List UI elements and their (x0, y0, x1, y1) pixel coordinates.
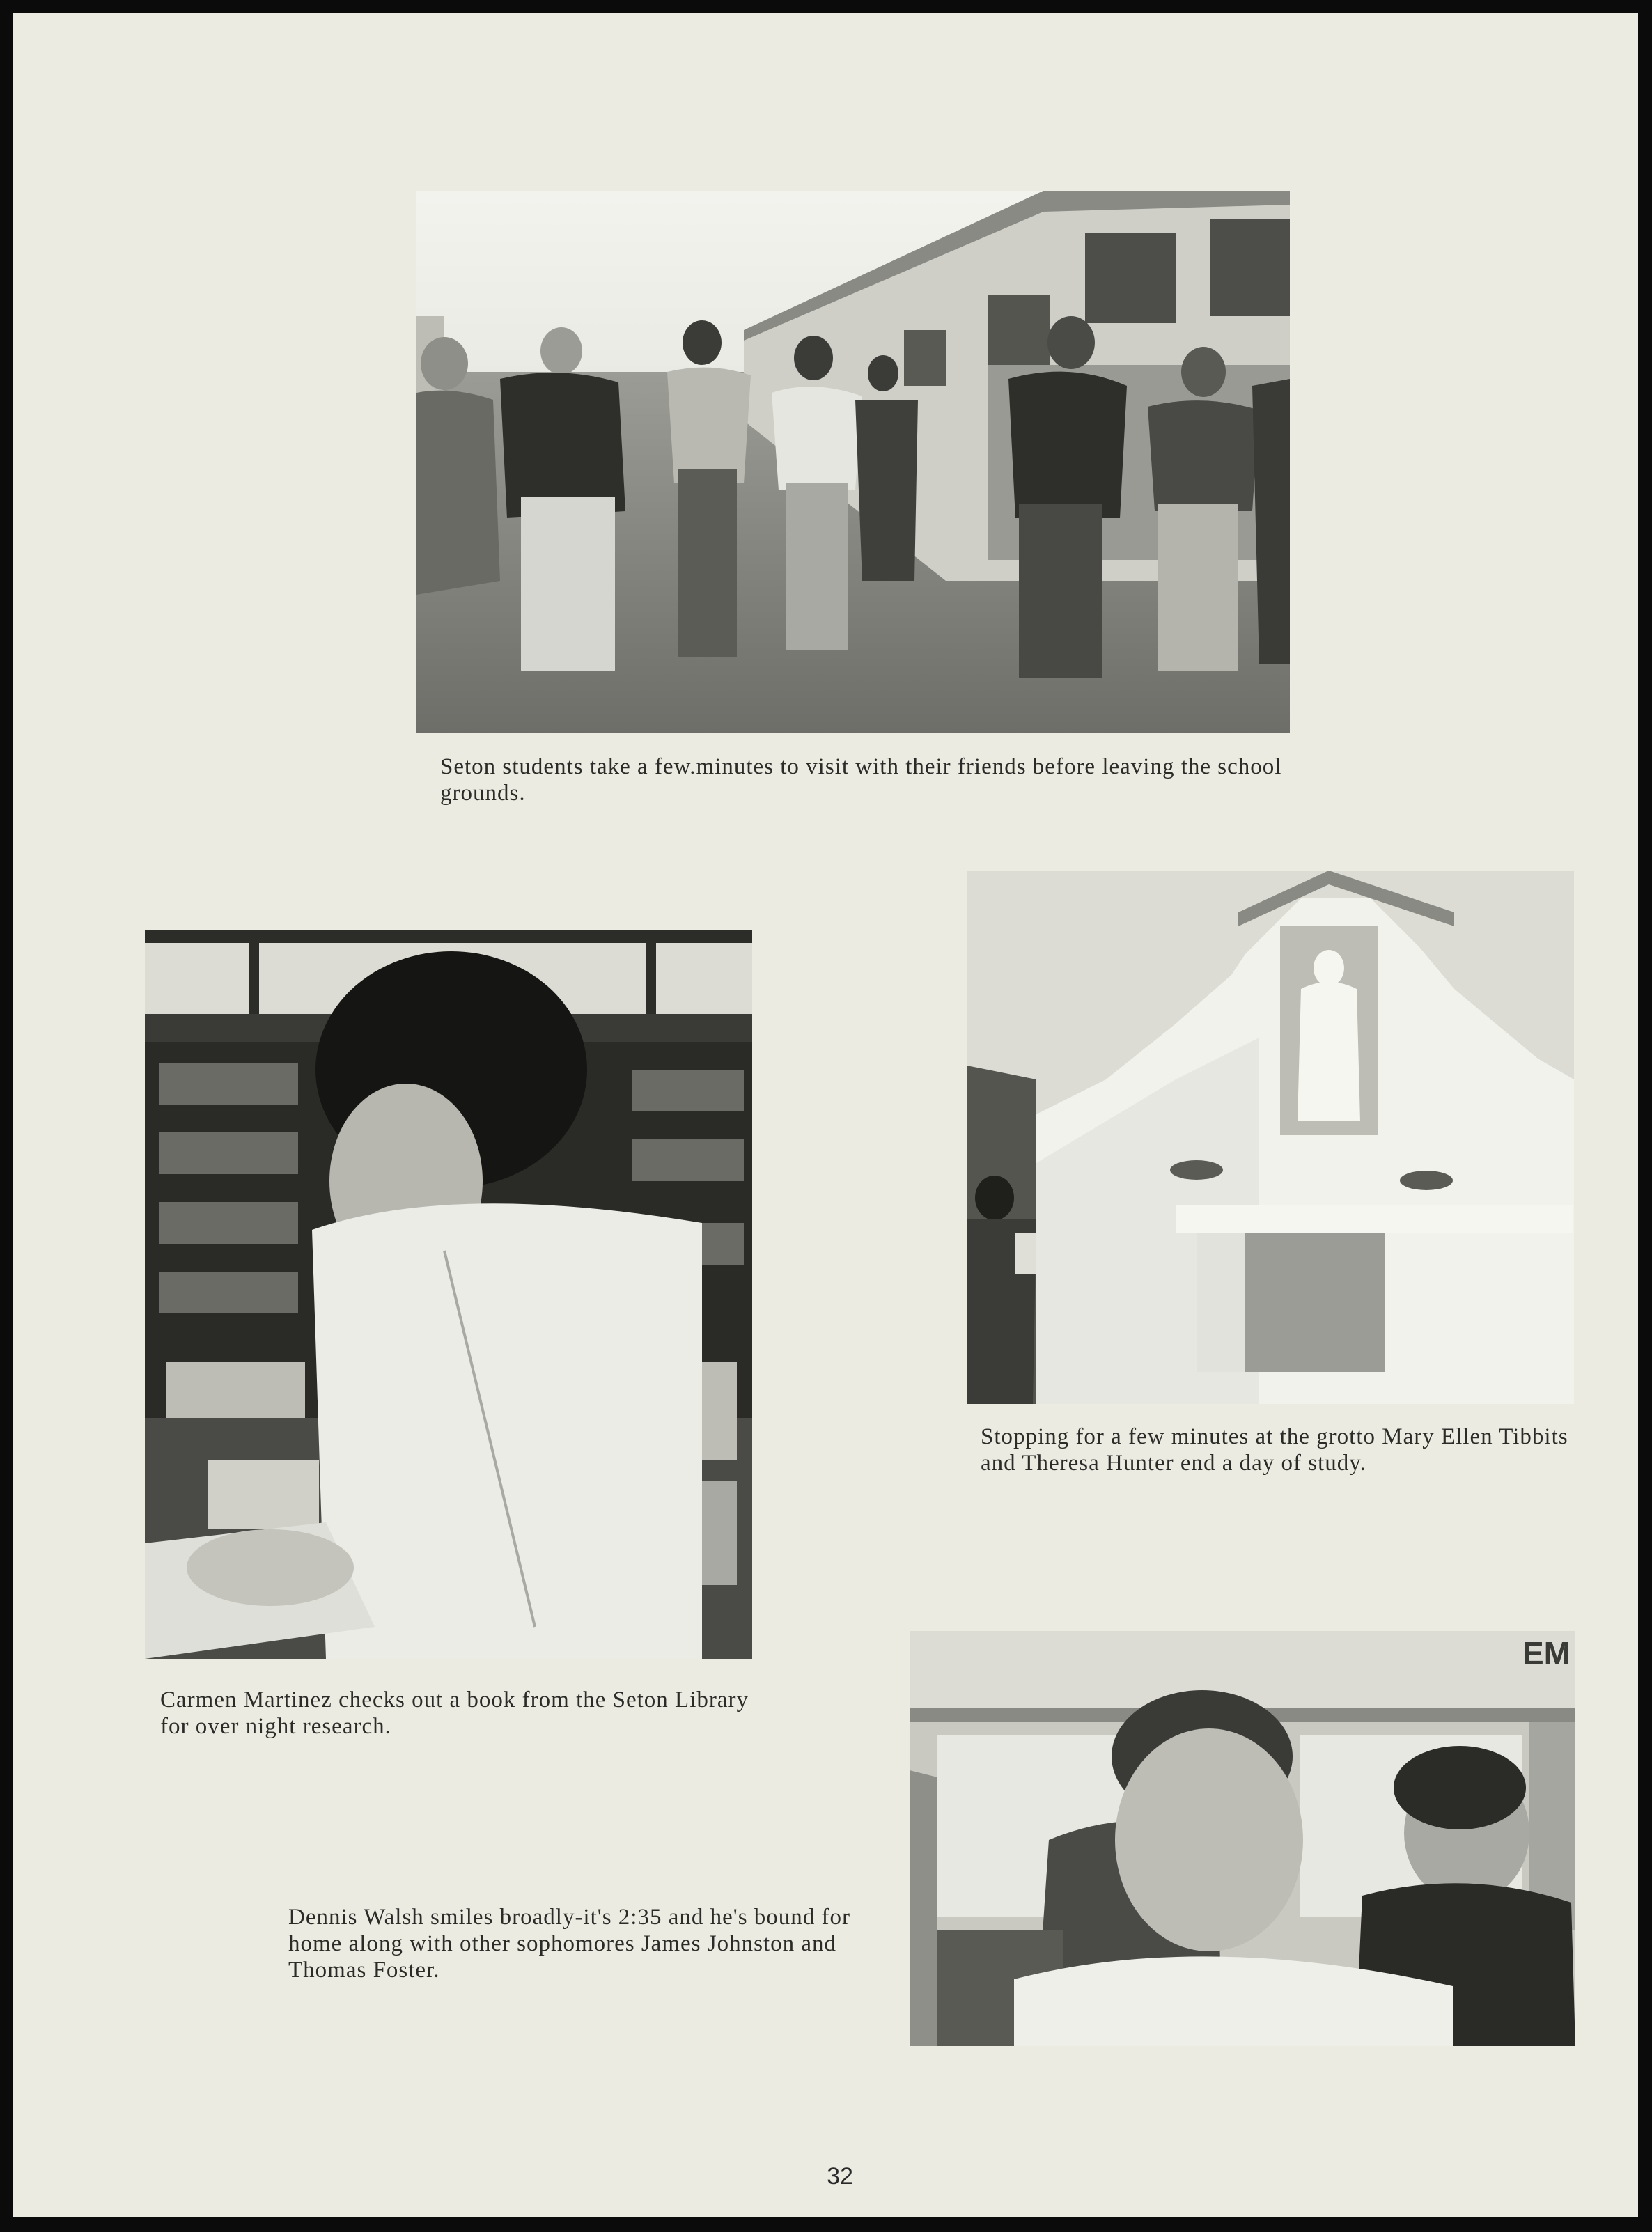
students-walkway-caption: Seton students take a few.minutes to visit with their friends before leaving the school grounds. (440, 754, 1282, 806)
grotto-photo (967, 871, 1574, 1404)
grotto-caption: Stopping for a few minutes at the grotto Mary Ellen Tibbits and Theresa Hunter end a day of study. (981, 1424, 1568, 1476)
page-number: 32 (827, 2163, 853, 2190)
library-caption: Carmen Martinez checks out a book from the Seton Library for over night research. (160, 1687, 749, 1739)
bus-caption: Dennis Walsh smiles broadly-it's 2:35 and he's bound for home along with other sophomores James Johnston and Thomas Foster. (288, 1905, 851, 1983)
library-photo (145, 930, 752, 1659)
students-walkway-photo (416, 191, 1290, 733)
yearbook-page (13, 13, 1638, 2217)
bus-photo (910, 1631, 1575, 2046)
bus-sign-text: EM (1522, 1635, 1571, 1671)
